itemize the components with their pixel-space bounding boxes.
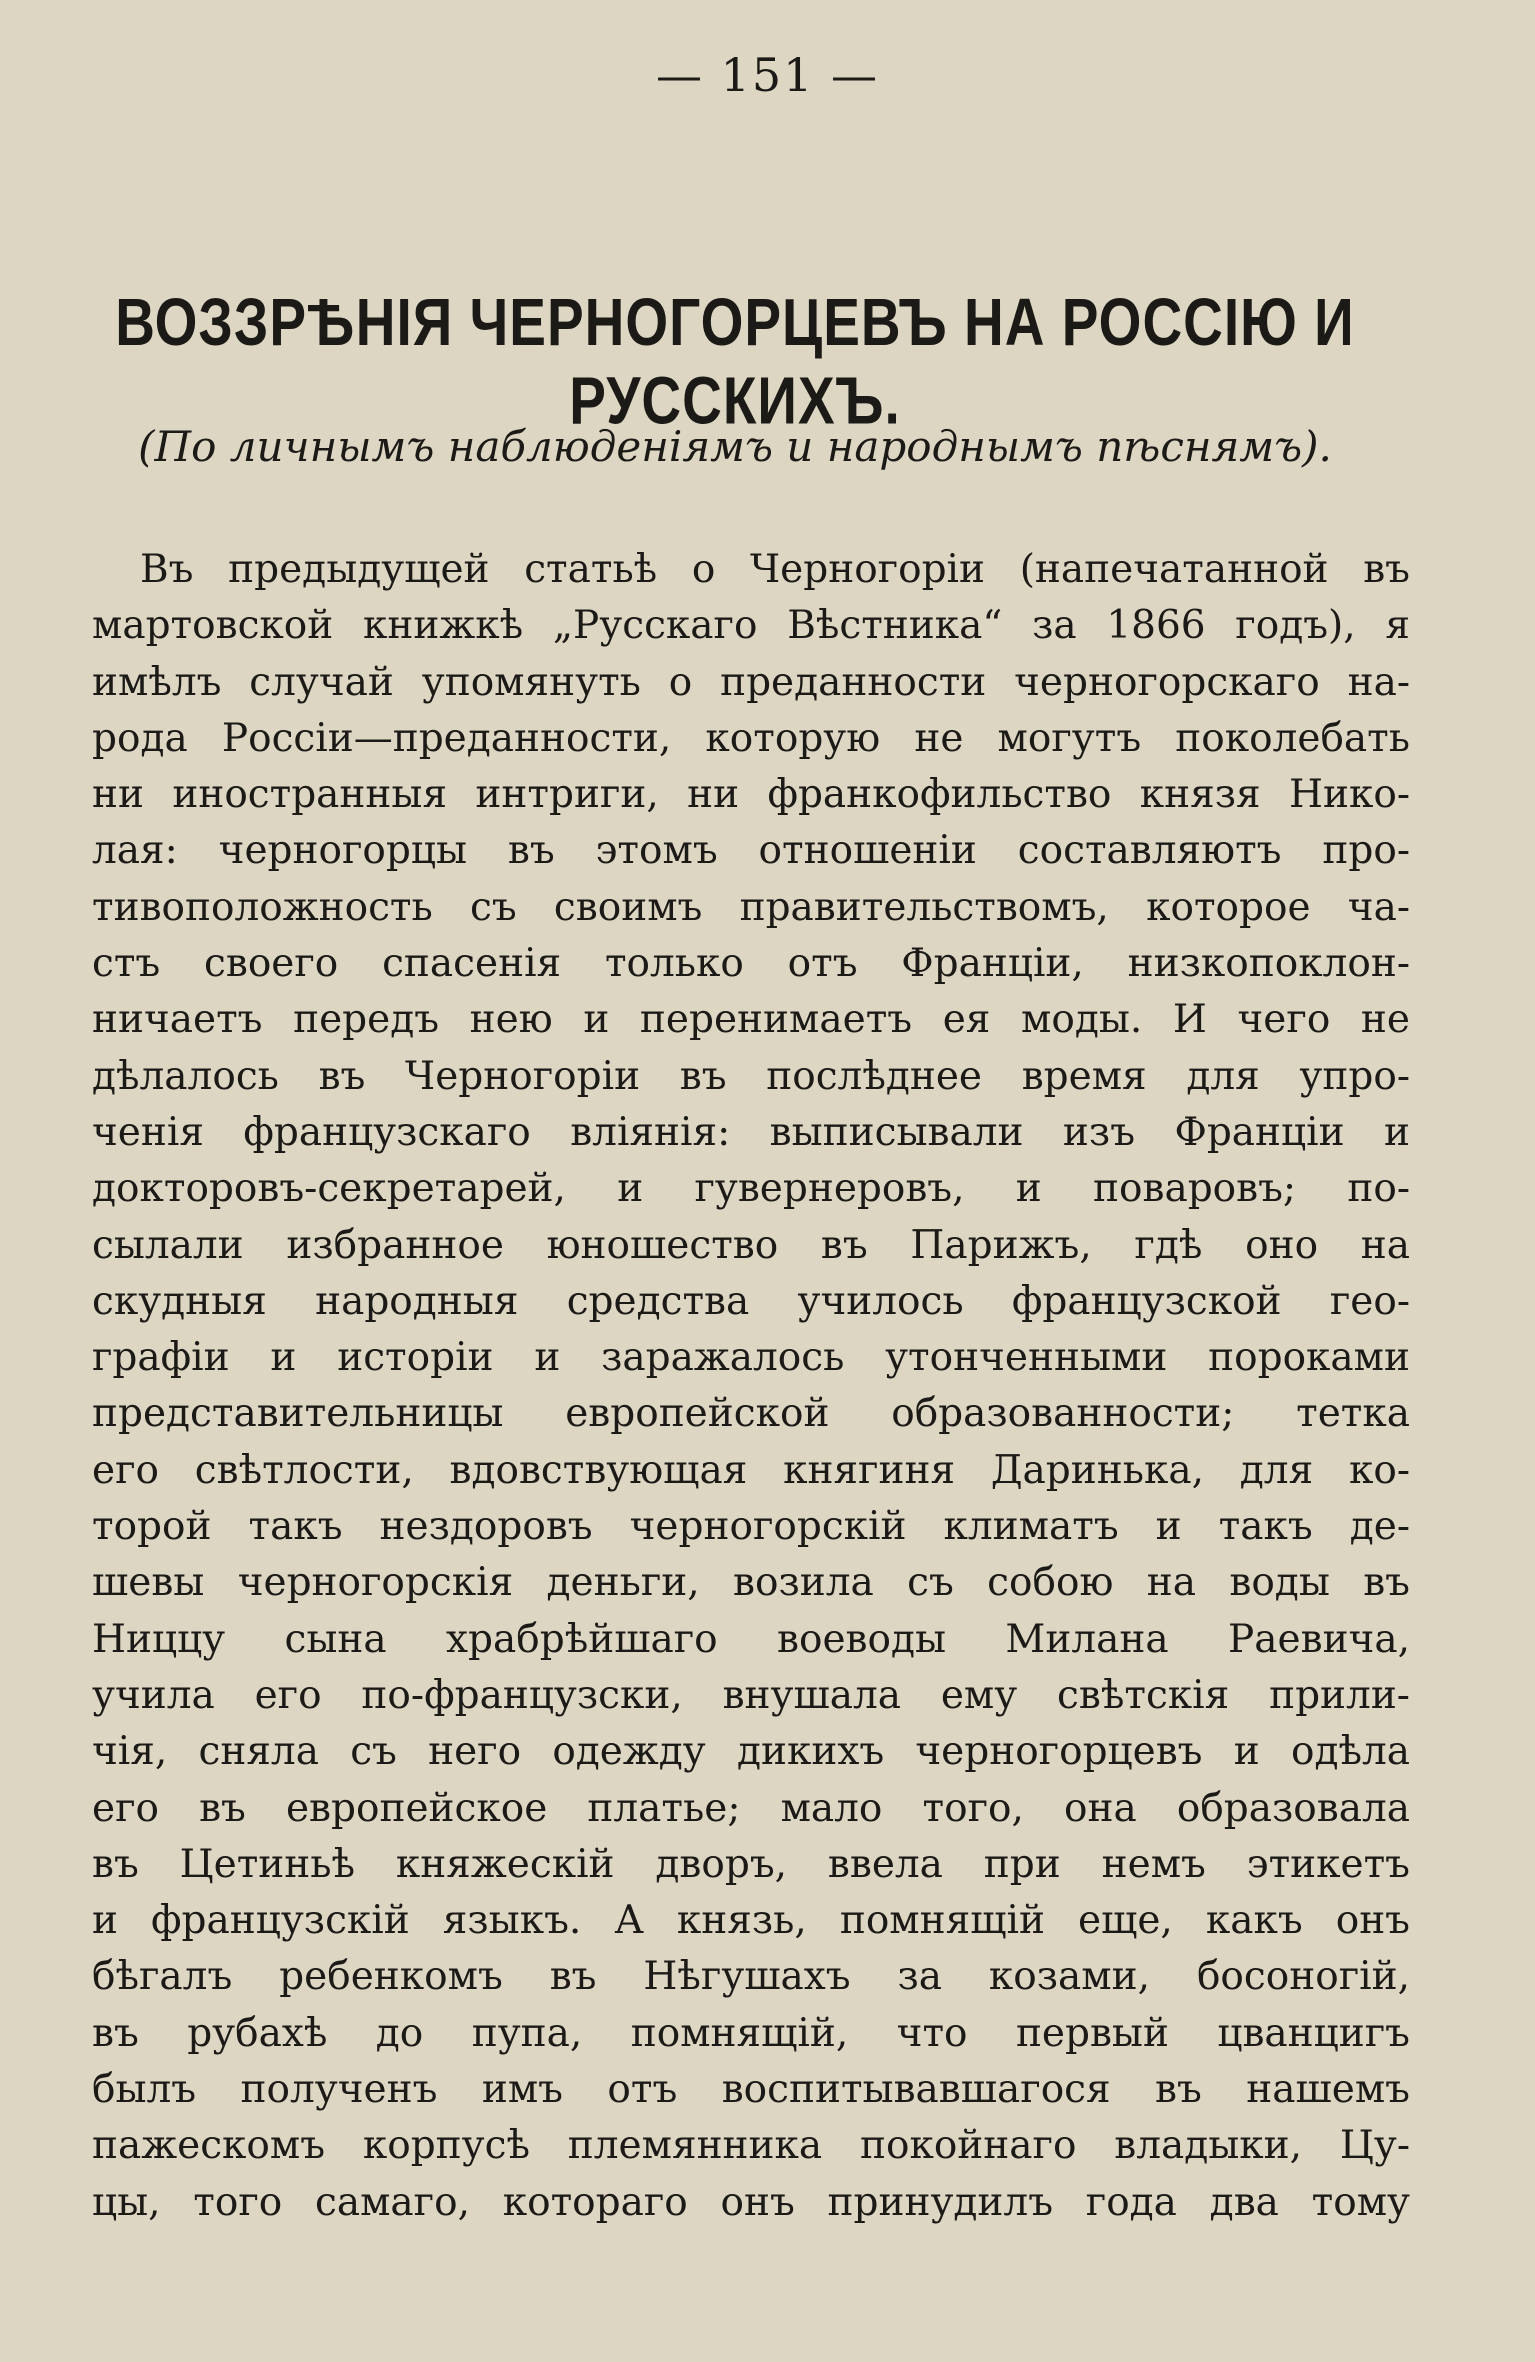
text-line: шевы черногорскія деньги, возила съ собою на воды въ xyxy=(92,1560,1410,1606)
text-line: дѣлалось въ Черногоріи въ послѣднее время для упро- xyxy=(92,1053,1410,1099)
page-number: — 151 — xyxy=(655,48,880,102)
text-line: чія, сняла съ него одежду дикихъ черногорцевъ и одѣла xyxy=(92,1729,1410,1775)
text-line: былъ полученъ имъ отъ воспитывавшагося въ нашемъ xyxy=(92,2067,1410,2113)
text-line: ничаетъ передъ нею и перенимаетъ ея моды. И чего не xyxy=(92,997,1410,1043)
text-line: сылали избранное юношество въ Парижъ, гдѣ оно на xyxy=(92,1222,1410,1268)
text-line: учила его по-французски, внушала ему свѣтскія прили- xyxy=(92,1672,1410,1718)
text-line: въ рубахѣ до пупа, помнящій, что первый цванцигъ xyxy=(92,2010,1410,2056)
text-line: скудныя народныя средства училось французской гео- xyxy=(92,1278,1410,1324)
text-line: Въ предыдущей статьѣ о Черногоріи (напечатанной въ xyxy=(140,547,1410,592)
text-line: ченія французскаго вліянія: выписывали изъ Франціи и xyxy=(92,1109,1410,1155)
text-line: лая: черногорцы въ этомъ отношеніи составляютъ про- xyxy=(92,828,1410,874)
text-line: рода Россіи—преданности, которую не могутъ поколебать xyxy=(92,715,1410,761)
text-line: его въ европейское платье; мало того, она образовала xyxy=(92,1785,1410,1831)
text-line: Ниццу сына храбрѣйшаго воеводы Милана Раевича, xyxy=(92,1616,1410,1662)
text-line: бѣгалъ ребенкомъ въ Нѣгушахъ за козами, босоногій, xyxy=(92,1954,1410,2000)
text-line: имѣлъ случай упомянуть о преданности черногорскаго на- xyxy=(92,659,1410,705)
text-line: въ Цетиньѣ княжескій дворъ, ввела при немъ этикетъ xyxy=(92,1841,1410,1887)
body-text xyxy=(92,542,1410,2231)
text-line: пажескомъ корпусѣ племянника покойнаго владыки, Цу- xyxy=(92,2123,1410,2169)
text-line: цы, того самаго, котораго онъ принудилъ года два тому xyxy=(92,2179,1410,2225)
text-line: стъ своего спасенія только отъ Франціи, низкопоклон- xyxy=(92,941,1410,987)
text-line: торой такъ нездоровъ черногорскій климатъ и такъ де- xyxy=(92,1504,1410,1550)
text-line: мартовской книжкѣ „Русскаго Вѣстника“ за 1866 годъ), я xyxy=(92,603,1410,649)
text-line: представительницы европейской образованности; тетка xyxy=(92,1391,1410,1437)
article-subtitle: (По личнымъ наблюденіямъ и народнымъ пѣснямъ). xyxy=(138,422,1332,471)
text-line: ни иностранныя интриги, ни франкофильство князя Нико- xyxy=(92,772,1410,818)
text-line: графіи и исторіи и заражалось утонченными пороками xyxy=(92,1335,1410,1381)
text-line: докторовъ-секретарей, и гувернеровъ, и поваровъ; по- xyxy=(92,1166,1410,1212)
article-title: ВОЗЗРѢНІЯ ЧЕРНОГОРЦЕВЪ НА РОССІЮ И РУССКИХЪ. xyxy=(115,284,1355,438)
text-line: и французскій языкъ. А князь, помнящій еще, какъ онъ xyxy=(92,1898,1410,1944)
text-line: его свѣтлости, вдовствующая княгиня Даринька, для ко- xyxy=(92,1447,1410,1493)
text-line: тивоположность съ своимъ правительствомъ, которое ча- xyxy=(92,884,1410,930)
